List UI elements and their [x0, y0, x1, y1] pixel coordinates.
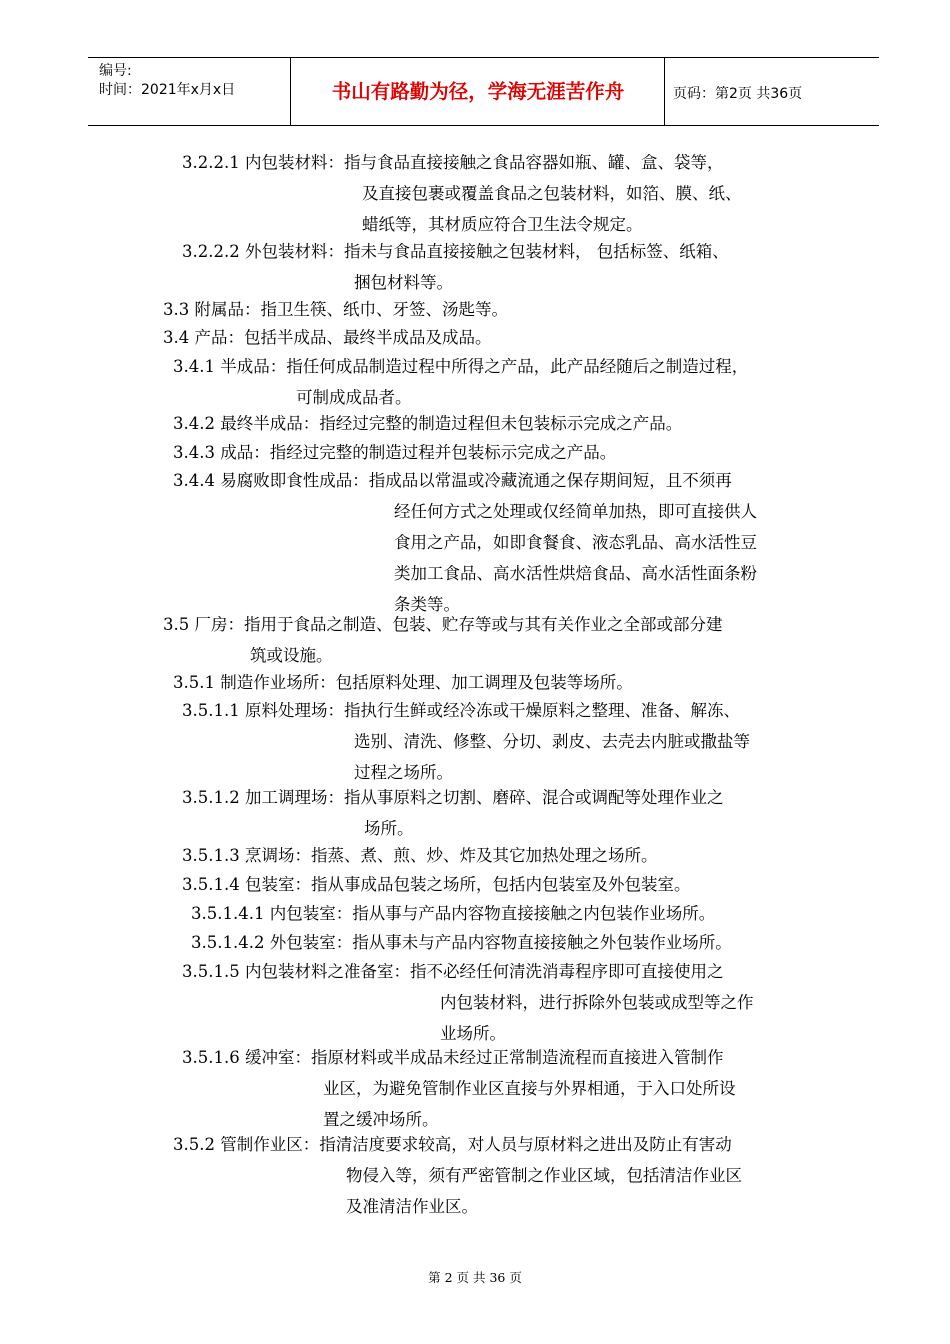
document-time-label: 时间：2021年x月x日: [99, 82, 236, 98]
paragraph-line: 及直接包裹或覆盖食品之包装材料，如箔、膜、纸、: [362, 184, 742, 203]
paragraph-3-2-2-1: [182, 147, 742, 240]
paragraph-line: 3.4.2 最终半成品：指经过完整的制造过程但未包装标示完成之产品。: [173, 414, 683, 433]
paragraph-line: 业场所。: [440, 1024, 506, 1043]
paragraph-line: 3.5.1.2 加工调理场：指从事原料之切割、磨碎、混合或调配等处理作业之: [182, 788, 724, 807]
paragraph-3-4-2: [173, 408, 682, 439]
paragraph-line: 3.4.3 成品：指经过完整的制造过程并包装标示完成之产品。: [173, 443, 617, 462]
paragraph-line: 及准清洁作业区。: [346, 1197, 478, 1216]
header-bottom-rule: [88, 125, 879, 126]
paragraph-line: 3.5.1.1 原料处理场：指执行生鲜或经冷冻或干燥原料之整理、准备、解冻、: [182, 701, 740, 720]
paragraph-3-2-2-2: [182, 236, 729, 298]
paragraph-line: 3.4 产品：包括半成品、最终半成品及成品。: [163, 328, 492, 347]
paragraph-line: 可制成成品者。: [296, 388, 412, 407]
header-page-label: 页码：第2页 共36页: [673, 86, 803, 102]
paragraph-line: 捆包材料等。: [354, 273, 453, 292]
paragraph-line: 条类等。: [394, 595, 460, 614]
document-number-label: 编号:: [99, 63, 132, 79]
paragraph-3-5-1-4-2: [191, 927, 732, 958]
paragraph-line: 3.5.1.4.1 内包装室：指从事与产品内容物直接接触之内包装作业场所。: [191, 904, 716, 923]
paragraph-line: 3.5.1.5 内包装材料之准备室：指不必经任何清洗消毒程序即可直接使用之: [182, 962, 724, 981]
paragraph-3-5-1-3: [182, 840, 657, 871]
paragraph-line: 3.5.1 制造作业场所：包括原料处理、加工调理及包装等场所。: [173, 673, 633, 692]
header-motto: 书山有路勤为径，学海无涯苦作舟: [331, 80, 625, 103]
paragraph-3-4-1: [173, 351, 748, 413]
paragraph-3-5-1: [173, 667, 633, 698]
paragraph-line: 3.2.2.1 内包装材料：指与食品直接接触之食品容器如瓶、罐、盒、袋等，: [182, 153, 724, 172]
header-divider-left: [290, 57, 291, 125]
paragraph-line: 3.4.4 易腐败即食性成品：指成品以常温或冷藏流通之保存期间短，且不须再: [173, 471, 732, 490]
paragraph-line: 过程之场所。: [354, 763, 453, 782]
paragraph-line: 蜡纸等，其材质应符合卫生法令规定。: [362, 215, 643, 234]
paragraph-line: 3.4.1 半成品：指任何成品制造过程中所得之产品，此产品经随后之制造过程，: [173, 357, 749, 376]
footer-page-number: 第 2 页 共 36 页: [428, 1270, 522, 1285]
paragraph-3-5-1-5: [182, 956, 754, 1049]
paragraph-line: 3.5.1.4 包装室：指从事成品包装之场所，包括内包装室及外包装室。: [182, 875, 691, 894]
header-divider-right: [664, 57, 665, 125]
paragraph-line: 3.2.2.2 外包装材料：指未与食品直接接触之包装材料， 包括标签、纸箱、: [182, 242, 729, 261]
header-top-rule: [88, 57, 879, 58]
paragraph-line: 3.5.1.6 缓冲室：指原材料或半成品未经过正常制造流程而直接进入管制作: [182, 1048, 724, 1067]
paragraph-line: 3.5.1.4.2 外包装室：指从事未与产品内容物直接接触之外包装作业场所。: [191, 933, 732, 952]
paragraph-3-5-1-4: [182, 869, 690, 900]
paragraph-line: 物侵入等，须有严密管制之作业区域，包括清洁作业区: [346, 1166, 742, 1185]
paragraph-line: 内包装材料，进行拆除外包装或成型等之作: [440, 993, 754, 1012]
paragraph-line: 筑或设施。: [250, 646, 333, 665]
paragraph-line: 业区，为避免管制作业区直接与外界相通，于入口处所设: [323, 1079, 736, 1098]
paragraph-line: 3.5.2 管制作业区：指清洁度要求较高，对人员与原材料之进出及防止有害动: [173, 1135, 732, 1154]
paragraph-3-5-1-1: [182, 695, 750, 788]
paragraph-3-5-1-6: [182, 1042, 736, 1135]
paragraph-line: 3.5 厂房：指用于食品之制造、包装、贮存等或与其有关作业之全部或部分建: [163, 615, 723, 634]
paragraph-line: 类加工食品、高水活性烘焙食品、高水活性面条粉: [394, 564, 757, 583]
paragraph-3-3: [163, 294, 508, 325]
paragraph-line: 3.5.1.3 烹调场：指蒸、煮、煎、炒、炸及其它加热处理之场所。: [182, 846, 658, 865]
paragraph-line: 选别、清洗、修整、分切、剥皮、去壳去内脏或撒盐等: [354, 732, 750, 751]
paragraph-line: 经任何方式之处理或仅经简单加热，即可直接供人: [394, 502, 757, 521]
paragraph-3-5-1-4-1: [191, 898, 715, 929]
paragraph-3-5-2: [173, 1129, 742, 1222]
paragraph-line: 置之缓冲场所。: [323, 1110, 439, 1129]
paragraph-line: 食用之产品，如即食餐食、液态乳品、高水活性豆: [394, 533, 757, 552]
paragraph-3-4-4: [173, 465, 757, 620]
paragraph-3-4: [163, 322, 492, 353]
paragraph-3-4-3: [173, 437, 616, 468]
paragraph-line: 场所。: [364, 819, 414, 838]
paragraph-3-5: [163, 609, 723, 671]
paragraph-3-5-1-2: [182, 782, 723, 844]
paragraph-line: 3.3 附属品：指卫生筷、纸巾、牙签、汤匙等。: [163, 300, 508, 319]
